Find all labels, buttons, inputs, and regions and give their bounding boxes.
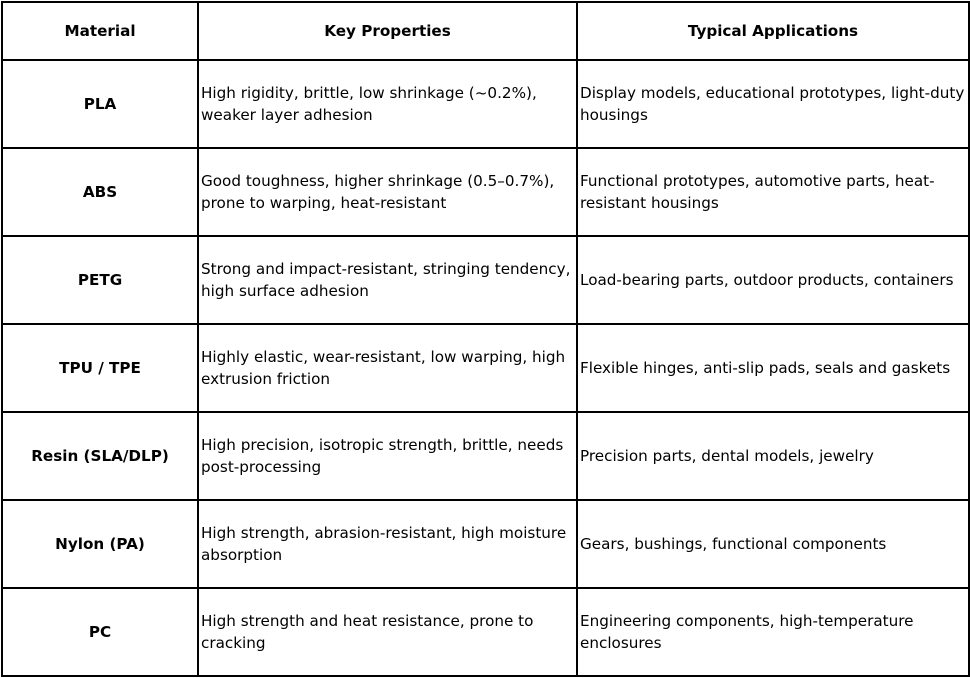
table-row (2, 588, 969, 676)
header-key-properties: Key Properties (198, 2, 577, 60)
applications-cell: Gears, bushings, functional components (577, 500, 969, 588)
material-cell: PC (2, 588, 198, 676)
header-material: Material (2, 2, 198, 60)
table-row (2, 324, 969, 412)
table-row (2, 412, 969, 500)
table-row (2, 60, 969, 148)
material-cell: ABS (2, 148, 198, 236)
properties-cell: High strength, abrasion-resistant, high moisture absorption (198, 500, 577, 588)
applications-cell: Display models, educational prototypes, light-duty housings (577, 60, 969, 148)
properties-cell: Highly elastic, wear-resistant, low warping, high extrusion friction (198, 324, 577, 412)
properties-cell: High precision, isotropic strength, brittle, needs post-processing (198, 412, 577, 500)
table-row (2, 500, 969, 588)
applications-cell: Functional prototypes, automotive parts, heat-resistant housings (577, 148, 969, 236)
properties-cell: High rigidity, brittle, low shrinkage (~0.2%), weaker layer adhesion (198, 60, 577, 148)
applications-cell: Flexible hinges, anti-slip pads, seals and gaskets (577, 324, 969, 412)
table-row (2, 148, 969, 236)
applications-cell: Load-bearing parts, outdoor products, containers (577, 236, 969, 324)
header-typical-applications: Typical Applications (577, 2, 969, 60)
properties-cell: Good toughness, higher shrinkage (0.5–0.7%), prone to warping, heat-resistant (198, 148, 577, 236)
table-row (2, 236, 969, 324)
applications-cell: Engineering components, high-temperature enclosures (577, 588, 969, 676)
header-row (2, 2, 969, 60)
material-cell: TPU / TPE (2, 324, 198, 412)
material-cell: Nylon (PA) (2, 500, 198, 588)
applications-cell: Precision parts, dental models, jewelry (577, 412, 969, 500)
material-cell: PETG (2, 236, 198, 324)
properties-cell: Strong and impact-resistant, stringing tendency, high surface adhesion (198, 236, 577, 324)
material-cell: Resin (SLA/DLP) (2, 412, 198, 500)
materials-table (1, 1, 970, 677)
material-cell: PLA (2, 60, 198, 148)
properties-cell: High strength and heat resistance, prone to cracking (198, 588, 577, 676)
